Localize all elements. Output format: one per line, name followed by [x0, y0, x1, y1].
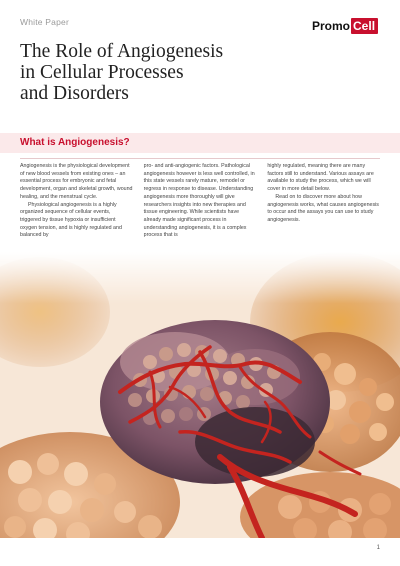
paragraph: Physiological angiogenesis is a highly organized sequence of cellular events, triggered by tissue hypoxia or insufficient oxygen tension, and is highly regulated and balanced by: [20, 201, 122, 239]
section-divider: [20, 158, 380, 159]
angiogenesis-illustration: [0, 252, 400, 538]
logo-text-promo: Promo: [312, 19, 351, 33]
title-line: and Disorders: [20, 83, 129, 104]
title-line: in Cellular Processes: [20, 62, 184, 83]
body-text-columns: [20, 163, 380, 240]
title-line: The Role of Angiogenesis: [20, 41, 224, 62]
paragraph: Read on to discover more about how angiogenesis works, what causes angiogenesis to occur and the assays you can use to study angiogenesis.: [267, 193, 379, 223]
logo-text-cell: Cell: [351, 18, 378, 34]
document-title: [20, 41, 320, 104]
paragraph: pro- and anti-angiogenic factors. Pathological angiogenesis however is less well controlled, in this state vessels rarely mature, remodel or regress in response to disease. Understanding angiogenesis more thoroughly will give researchers insights into new therapies and tissue engineering. While scientists have already made significant process in understanding angiogenesis, it is a complex process that is: [143, 163, 255, 239]
text-column-3: [267, 163, 380, 240]
document-type-label: White Paper: [20, 17, 69, 27]
header: [0, 0, 400, 12]
promocell-logo: [312, 18, 378, 34]
text-column-1: [20, 163, 133, 240]
text-column-2: [144, 163, 257, 240]
paragraph: Angiogenesis is the physiological development of new blood vessels from existing ones – an essential process for embryonic and fetal development, organ and skeletal growth, wound healing, and the menstrual cycle.: [20, 163, 133, 200]
paragraph: highly regulated, meaning there are many factors still to understand. Various assays are available to study the process, which we will cover in more detail below.: [267, 163, 374, 193]
page-number: 1: [376, 545, 380, 551]
section-heading: What is Angiogenesis?: [20, 137, 130, 148]
